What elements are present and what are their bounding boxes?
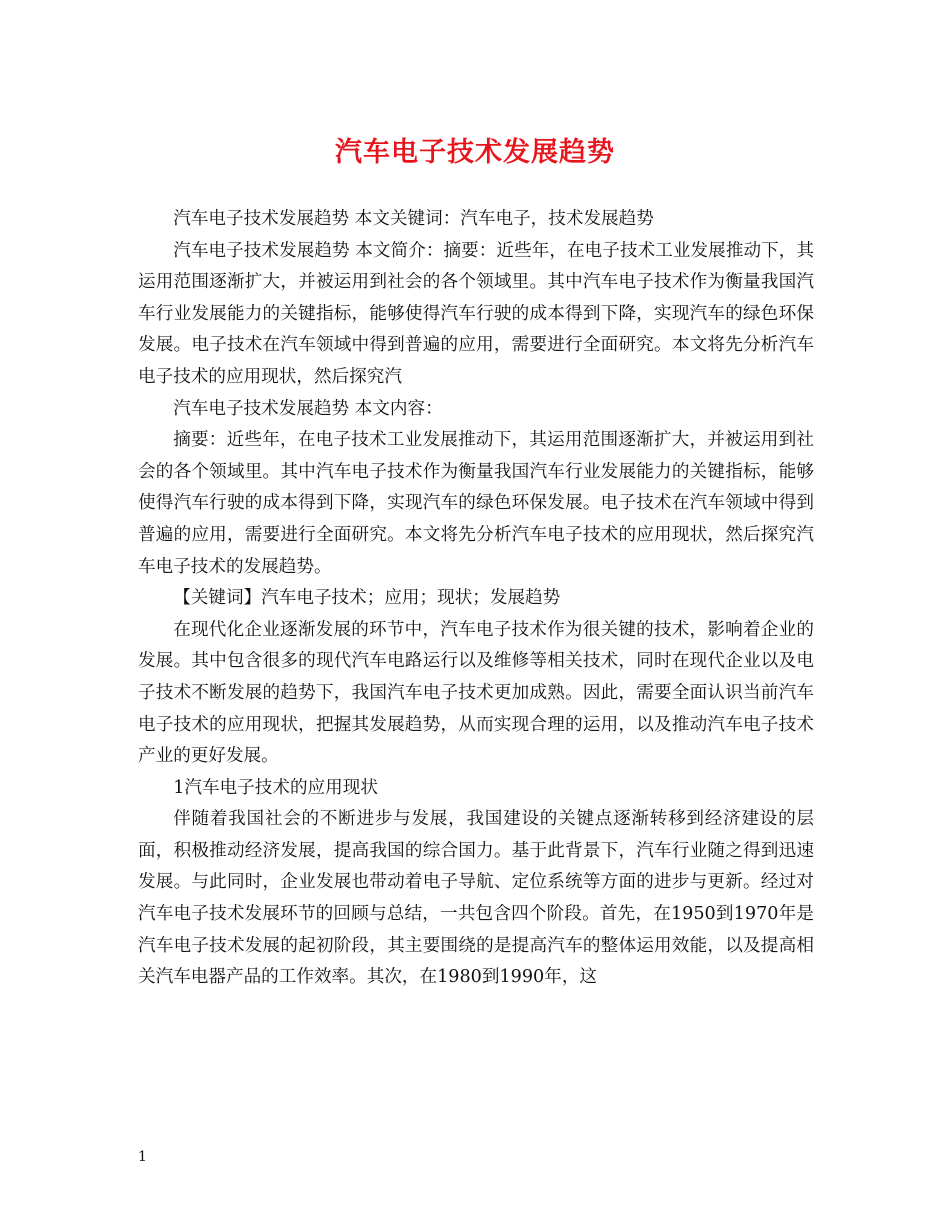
- paragraph-abstract: 摘要：近些年，在电子技术工业发展推动下，其运用范围逐渐扩大，并被运用到社会的各个领域里。其中汽车电子技术作为衡量我国汽车行业发展能力的关键指标，能够使得汽车行驶的成本得到下降，实现汽车的绿色环保发展。电子技术在汽车领域中得到普遍的应用，需要进行全面研究。本文将先分析汽车电子技术的应用现状，然后探究汽车电子技术的发展趋势。: [138, 430, 814, 577]
- paragraph-introduction: 在现代化企业逐渐发展的环节中，汽车电子技术作为很关键的技术，影响着企业的发展。其中包含很多的现代汽车电路运行以及维修等相关技术，同时在现代企业以及电子技术不断发展的趋势下，我国汽车电子技术更加成熟。因此，需要全面认识当前汽车电子技术的应用现状，把握其发展趋势，从而实现合理的运用，以及推动汽车电子技术产业的更好发展。: [138, 619, 814, 767]
- document-title: 汽车电子技术发展趋势: [335, 137, 615, 168]
- paragraph-application-status: 伴随着我国社会的不断进步与发展，我国建设的关键点逐渐转移到经济建设的层面，积极推动经济发展，提高我国的综合国力。基于此背景下，汽车行业随之得到迅速发展。与此同时，企业发展也带动着电子导航、定位系统等方面的进步与更新。经过对汽车电子技术发展环节的回顾与总结，一共包含四个阶段。首先，在1950到1970年是汽车电子技术发展的起初阶段，其主要围绕的是提高汽车的整体运用效能，以及提高相关汽车电器产品的工作效率。其次，在1980到1990年，这: [138, 809, 814, 988]
- paragraph-summary-intro: 汽车电子技术发展趋势 本文简介：摘要：近些年，在电子技术工业发展推动下，其运用范围逐渐扩大，并被运用到社会的各个领域里。其中汽车电子技术作为衡量我国汽车行业发展能力的关键指标，能够使得汽车行驶的成本得到下降，实现汽车的绿色环保发展。电子技术在汽车领域中得到普遍的应用，需要进行全面研究。本文将先分析汽车电子技术的应用现状，然后探究汽: [138, 240, 814, 387]
- paragraph-keywords: 【关键词】汽车电子技术；应用；现状；发展趋势: [173, 588, 561, 609]
- document-body: [138, 204, 814, 994]
- paragraph-keywords-intro: 汽车电子技术发展趋势 本文关键词：汽车电子，技术发展趋势: [173, 209, 654, 229]
- page-number: 1: [138, 1149, 147, 1165]
- section-heading-application-status: 1汽车电子技术的应用现状: [173, 777, 378, 798]
- paragraph-content-heading: 汽车电子技术发展趋势 本文内容：: [173, 398, 443, 419]
